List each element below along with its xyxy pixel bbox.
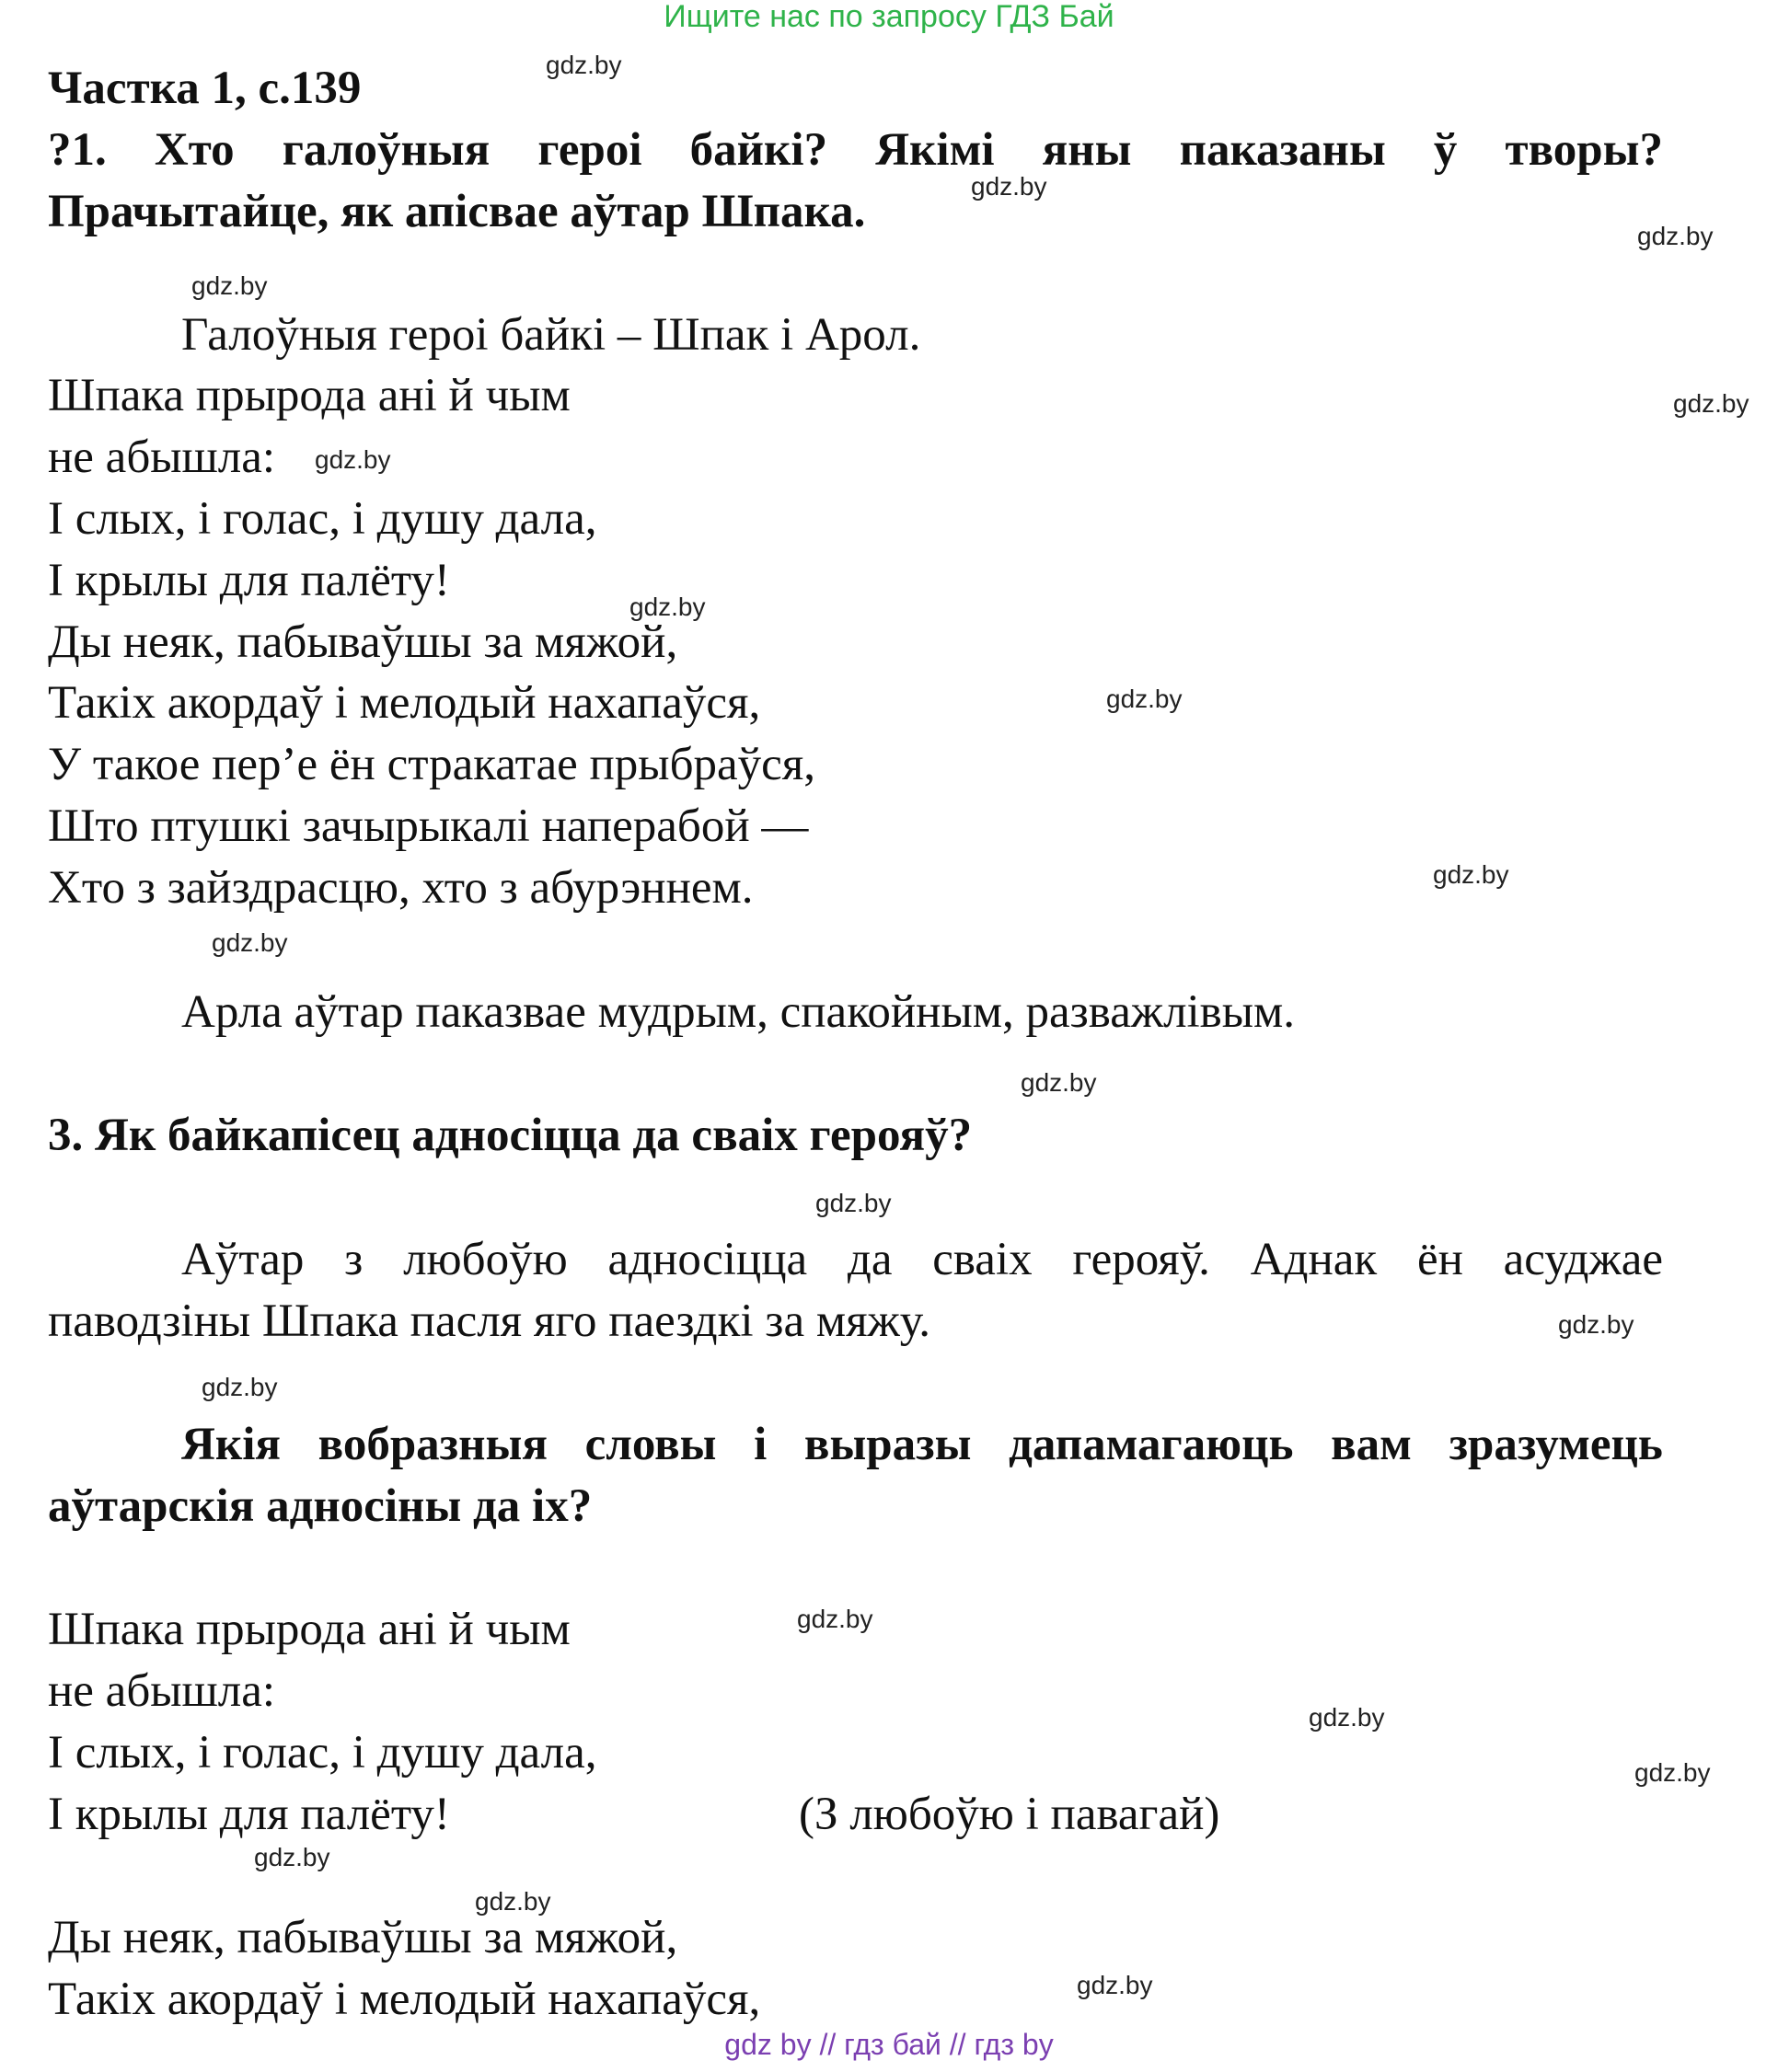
watermark: gdz.by <box>475 1887 551 1916</box>
q4-word: вобразныя <box>318 1419 548 1470</box>
q1-word: яны <box>1042 124 1132 176</box>
watermark: gdz.by <box>546 51 622 79</box>
answer-1-intro: Галоўныя героі байкі – Шпак і Арол. <box>181 309 921 361</box>
question-4-line-2: аўтарскія адносіны да іх? <box>48 1480 593 1532</box>
watermark: gdz.by <box>1433 860 1509 889</box>
q4-word: словы <box>584 1419 717 1470</box>
q1-word: Хто <box>154 124 235 176</box>
answer-1-poem-line: У такое пер’е ён стракатае прыбраўся, <box>48 739 816 790</box>
answer-1-poem-line: Шпака прырода ані й чым <box>48 370 571 421</box>
watermark: gdz.by <box>191 271 268 300</box>
watermark: gdz.by <box>1558 1310 1634 1339</box>
watermark: gdz.by <box>1021 1068 1097 1097</box>
q1-word: галоўныя <box>282 124 491 176</box>
answer-3-word: Аўтар <box>181 1234 305 1285</box>
q4-word: зразумець <box>1449 1419 1663 1470</box>
question-1-line-1 <box>48 122 1663 178</box>
watermark: gdz.by <box>1106 685 1183 713</box>
answer-4-poem-line: І слых, і голас, і душу дала, <box>48 1727 597 1778</box>
answer-3-word: да <box>847 1234 893 1285</box>
top-banner[interactable]: Ищите нас по запросу ГДЗ Бай <box>664 0 1114 34</box>
watermark: gdz.by <box>815 1189 892 1217</box>
answer-3-word: любоўю <box>403 1234 568 1285</box>
watermark: gdz.by <box>212 928 288 957</box>
q1-word: творы? <box>1505 124 1663 176</box>
watermark: gdz.by <box>254 1843 330 1871</box>
answer-3-word: Аднак <box>1250 1234 1378 1285</box>
answer-4-poem-line: І крылы для палёту! <box>48 1789 450 1840</box>
watermark: gdz.by <box>1309 1703 1385 1732</box>
watermark: gdz.by <box>971 172 1047 201</box>
answer-1-poem-line: І крылы для палёту! <box>48 555 450 606</box>
answer-3-word: герояў. <box>1072 1234 1210 1285</box>
answer-4-note: (З любоўю і павагай) <box>799 1789 1220 1840</box>
answer-3-word: ён <box>1416 1234 1463 1285</box>
answer-3-word: асуджае <box>1503 1234 1663 1285</box>
watermark: gdz.by <box>202 1373 278 1401</box>
answer-3-word: сваіх <box>932 1234 1033 1285</box>
q1-word: ?1. <box>48 124 107 176</box>
answer-4-poem-line: Такіх акордаў і мелодый нахапаўся, <box>48 1974 761 2025</box>
question-3: 3. Як байкапісец адносіцца да сваіх герояў? <box>48 1110 973 1161</box>
q1-word: ў <box>1433 124 1458 176</box>
watermark: gdz.by <box>629 593 706 621</box>
watermark: gdz.by <box>797 1605 873 1633</box>
answer-1-eagle: Арла аўтар паказвае мудрым, спакойным, разважлівым. <box>181 986 1296 1038</box>
answer-1-poem-line: не абышла: <box>48 432 276 483</box>
answer-3-word: з <box>344 1234 364 1285</box>
answer-3-line-2: паводзіны Шпака пасля яго паездкі за мяжу. <box>48 1295 930 1347</box>
q1-word: Якімі <box>875 124 995 176</box>
question-1-line-2: Прачытайце, як апісвае аўтар Шпака. <box>48 186 866 237</box>
q4-word: выразы <box>803 1419 972 1470</box>
q1-word: паказаны <box>1179 124 1386 176</box>
answer-1-poem-line: Ды неяк, пабываўшы за мяжой, <box>48 616 678 668</box>
watermark: gdz.by <box>1673 389 1749 418</box>
q4-word: вам <box>1331 1419 1412 1470</box>
answer-3-word: адносіцца <box>607 1234 808 1285</box>
question-4-line-1 <box>181 1417 1663 1472</box>
watermark: gdz.by <box>1634 1758 1711 1787</box>
answer-1-poem-line: Што птушкі зачырыкалі наперабой — <box>48 800 809 852</box>
answer-4-poem-line: Ды неяк, пабываўшы за мяжой, <box>48 1912 678 1963</box>
q4-word: дапамагаюць <box>1009 1419 1294 1470</box>
watermark: gdz.by <box>1077 1971 1153 1999</box>
footer-banner[interactable]: gdz by // гдз бай // гдз by <box>724 2028 1054 2061</box>
answer-1-poem-line: Такіх акордаў і мелодый нахапаўся, <box>48 677 761 729</box>
q4-word: і <box>754 1419 768 1470</box>
answer-1-poem-line: І слых, і голас, і душу дала, <box>48 493 597 545</box>
q1-word: байкі? <box>689 124 828 176</box>
answer-4-poem-line: Шпака прырода ані й чым <box>48 1604 571 1655</box>
answer-1-poem-line: Хто з зайздрасцю, хто з абурэннем. <box>48 862 754 914</box>
answer-3-line-1 <box>181 1232 1663 1287</box>
page-heading: Частка 1, с.139 <box>48 63 362 114</box>
watermark: gdz.by <box>1637 222 1714 250</box>
q4-word: Якія <box>181 1419 281 1470</box>
watermark: gdz.by <box>315 445 391 474</box>
answer-4-poem-line: не абышла: <box>48 1665 276 1717</box>
q1-word: героі <box>537 124 642 176</box>
